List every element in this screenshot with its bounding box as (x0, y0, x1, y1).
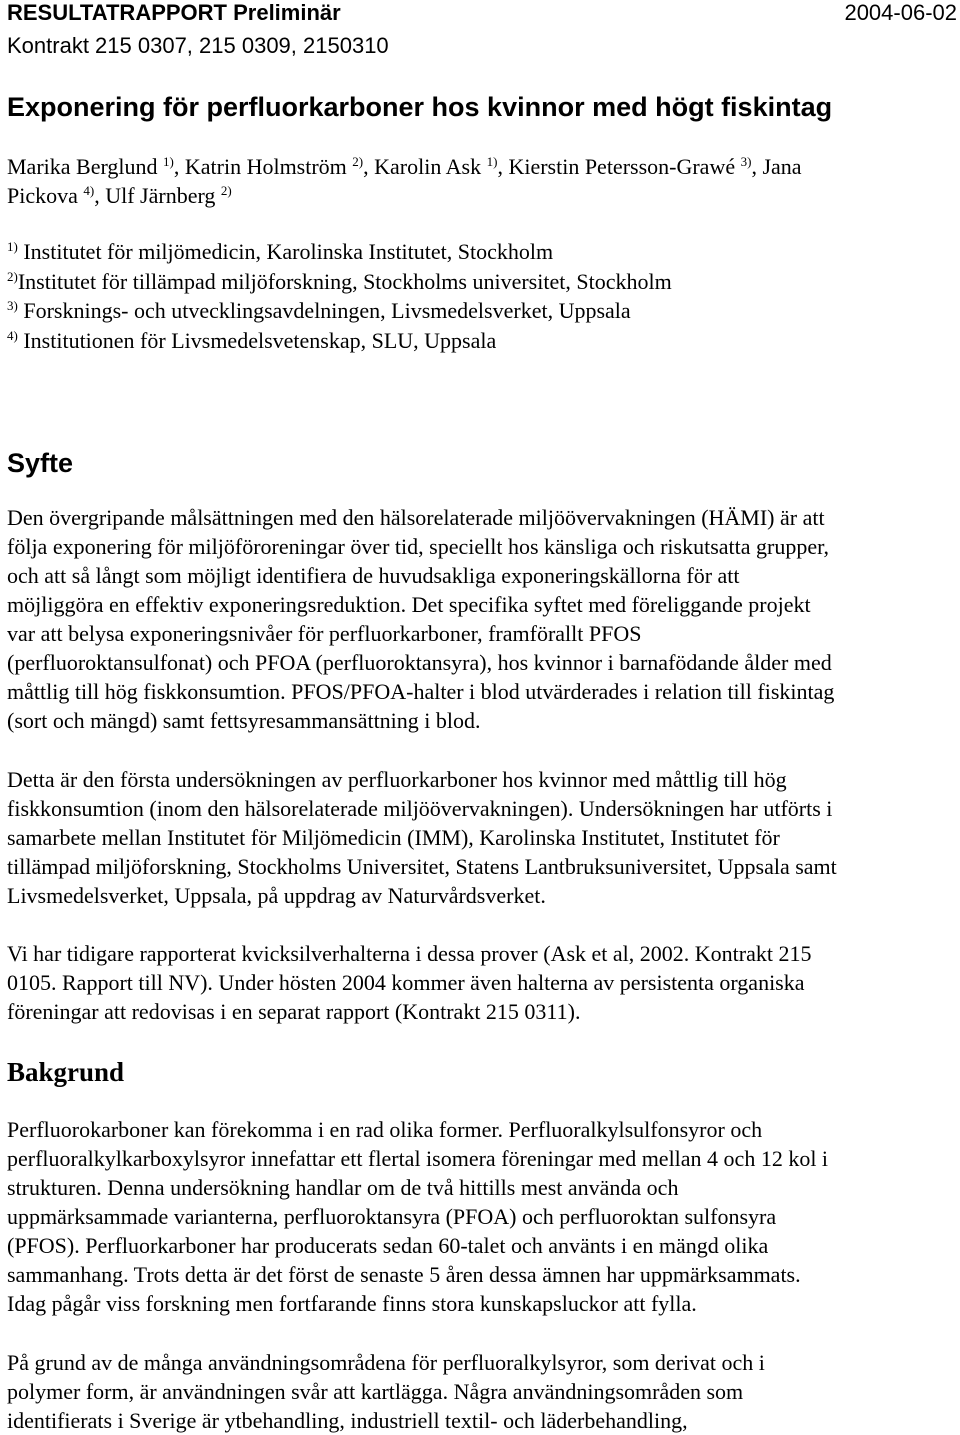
author-separator: , (497, 154, 509, 179)
author-separator: , (363, 154, 375, 179)
author-name: Ulf Järnberg (105, 183, 216, 208)
affiliation-item (7, 326, 952, 356)
report-header-label: RESULTATRAPPORT Preliminär (7, 0, 341, 25)
paragraph-line: 0105. Rapport till NV). Under hösten 2004 kommer även halterna av persistenta organiska (7, 970, 805, 995)
affiliation-number: 2) (7, 268, 18, 284)
affiliation-item (7, 296, 952, 326)
paragraph-line: strukturen. Denna undersökning handlar om de två hittills mest använda och (7, 1175, 679, 1200)
affiliation-item (7, 237, 952, 267)
affiliation-marker: 3) (740, 154, 752, 169)
paragraph (7, 1348, 957, 1435)
paragraph-line: tillämpad miljöforskning, Stockholms Universitet, Statens Lantbruksuniversitet, Uppsala samt (7, 854, 837, 879)
affiliation-text: Institutet för tillämpad miljöforskning, Stockholms universitet, Stockholm (17, 268, 672, 294)
affiliation-number: 4) (7, 327, 18, 343)
affiliation-marker: 4) (83, 183, 95, 198)
report-date: 2004-06-02 (844, 0, 957, 25)
paragraph-line: perfluoralkylkarboxylsyror innefattar ett flertal isomera föreningar med mellan 4 och 12 kol i (7, 1146, 829, 1171)
document-title: Exponering för perfluorkarboner hos kvinnor med högt fiskintag (7, 92, 833, 122)
author-line (7, 152, 952, 181)
paragraph-line: fiskkonsumtion (inom den hälsorelaterade miljöövervakningen). Undersökningen har utförts i (7, 796, 833, 821)
paragraph-line: var att belysa exponeringsnivåer för perfluorkarboner, framförallt PFOS (7, 621, 642, 646)
author-name: Kierstin Petersson-Grawé (508, 154, 736, 179)
paragraph-line: polymer form, är användningen svår att kartlägga. Några användningsområden som (7, 1379, 744, 1404)
paragraph-line: uppmärksammade varianterna, perfluoroktansyra (PFOA) och perfluoroktan sulfonsyra (7, 1204, 777, 1229)
paragraph-line: samarbete mellan Institutet för Miljömedicin (IMM), Karolinska Institutet, Institutet för (7, 825, 780, 850)
paragraph-line: Idag pågår viss forskning men fortfarande finns stora kunskapsluckor att fylla. (7, 1291, 697, 1316)
paragraph-line: Den övergripande målsättningen med den hälsorelaterade miljöövervakningen (HÄMI) är att (7, 505, 825, 530)
paragraph (7, 765, 957, 910)
paragraph-line: måttlig till hög fiskkonsumtion. PFOS/PFOA-halter i blod utvärderades i relation till fiskintag (7, 679, 835, 704)
section-heading-syfte: Syfte (7, 448, 74, 478)
affiliation-number: 3) (7, 298, 18, 313)
paragraph-line: sammanhang. Trots detta är det först de senaste 5 åren dessa ämnen har uppmärksammats. (7, 1262, 801, 1287)
paragraph-line: möjliggöra en effektiv exponeringsreduktion. Det specifika syftet med föreliggande projekt (7, 592, 811, 617)
author-separator: , (173, 154, 185, 179)
author-separator: , Jana (751, 154, 802, 179)
paragraph-line: identifierats i Sverige är ytbehandling, industriell textil- och läderbehandling, (7, 1408, 688, 1433)
paragraph-line: Livsmedelsverket, Uppsala, på uppdrag av Naturvårdsverket. (7, 883, 546, 908)
affiliation-marker: 1) (163, 154, 174, 169)
affiliation-marker: 2) (220, 183, 232, 198)
paragraph-line: Detta är den första undersökningen av perfluorkarboner hos kvinnor med måttlig till hög (7, 767, 787, 792)
paragraph-line: (PFOS). Perfluorkarboner har producerats sedan 60-talet och använts i en mängd olika (7, 1233, 769, 1258)
author-name: Marika Berglund (7, 154, 158, 179)
paragraph-line: Vi har tidigare rapporterat kvicksilverhalterna i dessa prover (Ask et al, 2002. Kontrakt 215 (7, 941, 812, 966)
paragraph (7, 1115, 957, 1318)
paragraph-line: Perfluorokarboner kan förekomma i en rad olika former. Perfluoralkylsulfonsyror och (7, 1117, 763, 1142)
paragraph (7, 503, 957, 735)
paragraph-line: (sort och mängd) samt fettsyresammansättning i blod. (7, 708, 481, 733)
affiliation-marker: 2) (352, 154, 364, 169)
affiliation-item (7, 267, 952, 297)
author-list (7, 152, 952, 210)
author-name: Katrin Holmström (184, 154, 347, 179)
affiliation-text: Forsknings- och utvecklingsavdelningen, Livsmedelsverket, Uppsala (17, 298, 631, 323)
paragraph-line: På grund av de många användningsområdena för perfluoralkylsyror, som derivat och i (7, 1350, 765, 1375)
paragraph (7, 939, 957, 1026)
paragraph-line: föreningar att redovisas i en separat rapport (Kontrakt 215 0311). (7, 999, 581, 1024)
paragraph-line: följa exponering för miljöföroreningar över tid, speciellt hos känsliga och riskutsatta grupper, (7, 534, 830, 559)
paragraph-line: (perfluoroktansulfonat) och PFOA (perfluoroktansyra), hos kvinnor i barnafödande ålder med (7, 650, 832, 675)
section-heading-bakgrund: Bakgrund (7, 1057, 125, 1087)
affiliation-list (7, 237, 952, 355)
author-line (7, 181, 952, 210)
affiliation-text: Institutet för miljömedicin, Karolinska Institutet, Stockholm (17, 239, 554, 264)
author-name: Pickova (7, 183, 78, 208)
affiliation-marker: 1) (486, 154, 498, 169)
author-name: Karolin Ask (374, 154, 482, 179)
contract-numbers: Kontrakt 215 0307, 215 0309, 2150310 (7, 33, 389, 58)
paragraph-line: och att så långt som möjligt identifiera de huvudsakliga exponeringskällorna för att (7, 563, 740, 588)
affiliation-number: 1) (7, 239, 18, 254)
author-separator: , (94, 183, 106, 208)
affiliation-text: Institutionen för Livsmedelsvetenskap, SLU, Uppsala (17, 327, 497, 353)
